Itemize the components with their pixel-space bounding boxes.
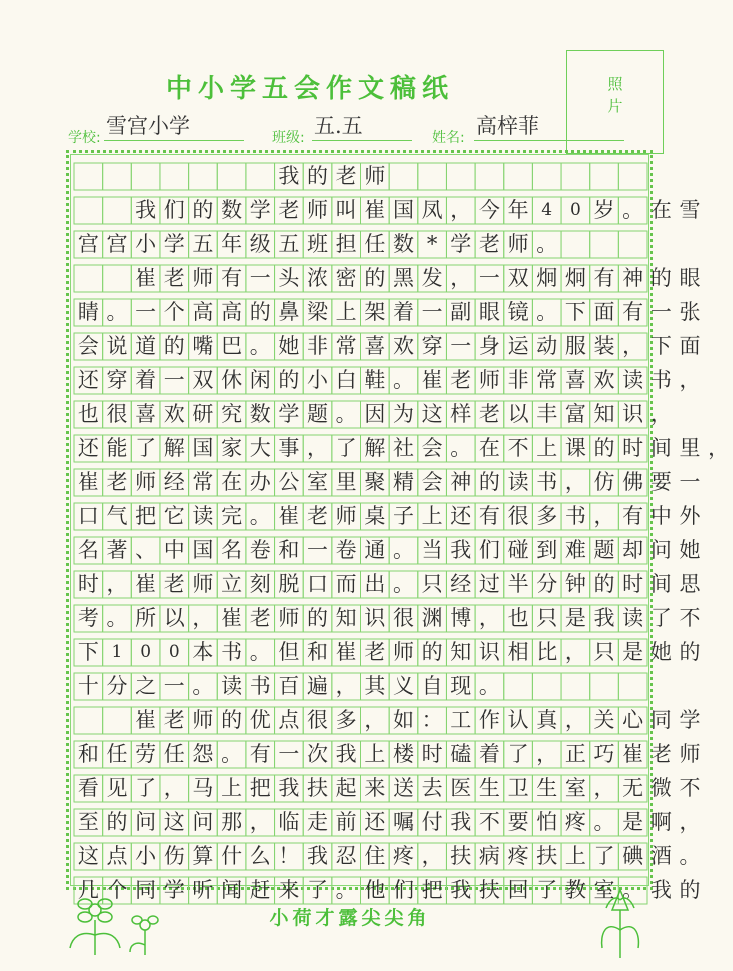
class-value: 五.五 xyxy=(314,114,363,138)
school-value: 雪宫小学 xyxy=(106,114,190,138)
grid-cell xyxy=(590,231,619,258)
grid-cell xyxy=(446,163,475,190)
grid-cell xyxy=(618,163,647,190)
grid-cell xyxy=(103,265,132,292)
grid-cell xyxy=(189,163,218,190)
composition-sheet: 中小学五会作文稿纸 照 片 学校: 雪宫小学 班级: 五.五 姓名: 高梓菲 我 的 老 师 我 们 的 数 学 老 师 叫 崔 国 凤 ， 今 年 4 0 岁 。 在 雪 宫 宫 小 学 五 年 级 五 班 担 任 数 * 学 老 师 。 崔 老 师 有 一 头 浓 密 的 黑 发 ， 一 双 炯 炯 有 神 的 眼 睛 。 一 个 高 高 的 鼻 梁 上 架 着 一 副 眼 镜 。 下 面 有 一 张 会 说 道 的 嘴 巴 。 她 非 常 喜 欢 穿 一 身 运 动 服 装 ， 下 面 还 穿 着 一 双 休 闲 的 小 白 鞋 。 崔 老 师 非 常 喜 欢 读 书 ， 也 很 喜 欢 研 究 数 学 题 。 因 为 这 样 老 以 丰 富 知 识 ， 还 能 了 解 国 家 大 事 ， 了 解 社 会 。 在 不 上 课 的 时 间 里 ， 崔 老 师 经 常 在 办 公 室 里 聚 精 会 神 的 读 书 ， 仿 佛 要 一 口 气 把 它 读 完 。 崔 老 师 桌 子 上 还 有 很 多 书 ， 有 中 外 名 著 、 中 国 名 卷 和 一 卷 通 。 当 我 们 碰 到 难 题 却 问 她 时 ， 崔 老 师 立 刻 脱 口 而 出 。 只 经 过 半 分 钟 的 时 间 思 考 。 所 以 ， 崔 老 师 的 知 识 很 渊 博 ， 也 只 是 我 读 了 不 下 1 0 0 本 书 。 但 和 崔 老 师 的 知 识 相 比 ， 只 是 她 的 十 分 之 一 。 读 书 百 遍 ， 其 义 自 现 。 崔 老 师 的 优 点 很 多 ， 如 ： 工 作 认 真 ， 关 心 同 学 和 任 劳 任 怨 。 有 一 次 我 上 楼 时 磕 着 了 ， 正 巧 崔 老 师 看 见 了 ， 马 上 把 我 扶 起 来 送 去 医 生 卫 生 室 ， 无 微 不 至 的 问 这 问 那 ， 临 走 前 还 嘱 付 我 不 要 怕 疼 。 是 啊 ， 这 点 小 伤 算 什 么 ！ 我 忍 住 疼 ， 扶 病 疼 扶 上 了 碘 酒 。 几 个 同 学 听 闻 赶 来 了 。 他 们 把 我 扶 回 了 教 室 。 我 的 小荷才露尖尖角 xyxy=(0,0,700,971)
grid-cell xyxy=(246,163,275,190)
grid-cell xyxy=(561,163,590,190)
grid-cell xyxy=(418,163,447,190)
grid-cell xyxy=(590,673,619,700)
name-value: 高梓菲 xyxy=(476,114,539,138)
grid-cell xyxy=(532,163,561,190)
class-label: 班级: xyxy=(272,130,305,146)
grid-cell xyxy=(103,707,132,734)
grid-cell xyxy=(74,707,103,734)
footer-motto: 小荷才露尖尖角 xyxy=(269,907,431,929)
grid-cell xyxy=(74,197,103,224)
grid-cell xyxy=(532,673,561,700)
school-label: 学校: xyxy=(68,130,101,146)
grid-cell xyxy=(561,673,590,700)
grid-cell xyxy=(561,231,590,258)
grid-cell xyxy=(504,163,533,190)
grid-cell xyxy=(74,265,103,292)
sheet-title: 中小学五会作文稿纸 xyxy=(165,74,454,104)
grid-cell xyxy=(618,231,647,258)
grid-cell xyxy=(74,163,103,190)
grid-cell xyxy=(103,163,132,190)
name-label: 姓名: xyxy=(432,130,465,146)
grid-cell xyxy=(103,197,132,224)
grid-cell xyxy=(217,163,246,190)
grid-cell xyxy=(504,673,533,700)
grid-cell xyxy=(389,163,418,190)
grid-cell xyxy=(131,163,160,190)
grid-cell xyxy=(160,163,189,190)
photo-label: 照 片 xyxy=(607,75,623,115)
grid-cell xyxy=(618,673,647,700)
grid-cell xyxy=(475,163,504,190)
grid-cell xyxy=(590,163,619,190)
